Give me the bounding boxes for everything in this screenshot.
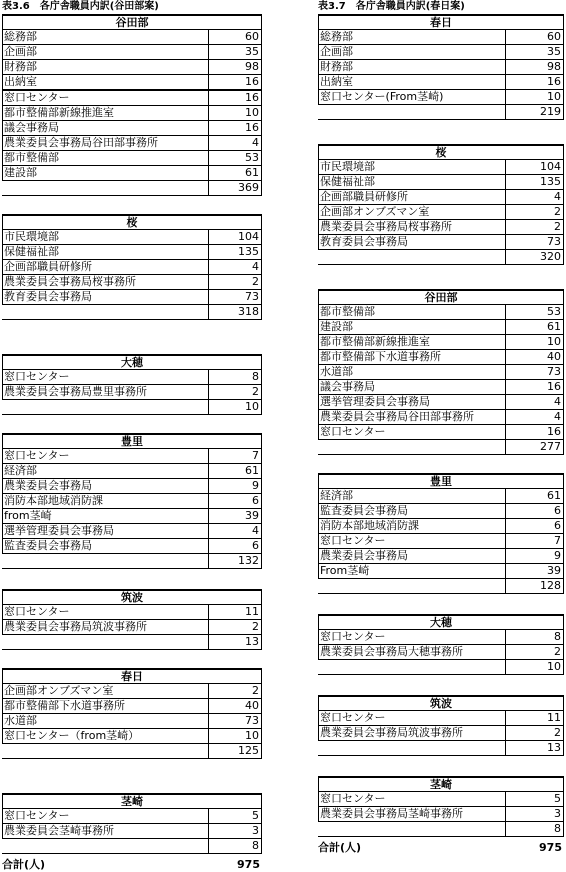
subtotal-value: 219 [505,105,564,119]
staff-count: 5 [505,792,564,806]
table-row [2,121,262,136]
staff-count: 4 [505,410,564,424]
section [2,14,262,196]
staff-count: 3 [505,807,564,821]
table-row [318,410,564,425]
department-name: 教育委員会事務局 [2,290,208,304]
department-name: 農業委員会事務局 [318,549,505,563]
department-name: 農業委員会事務局筑波事務所 [2,620,208,634]
table-row [318,630,564,645]
department-name: 企画部 [2,45,208,59]
staff-count: 2 [505,645,564,659]
staff-count: 2 [208,620,262,634]
subtotal-value: 277 [505,440,564,454]
staff-count: 104 [208,230,262,244]
table-row [318,395,564,410]
department-name: 財務部 [318,60,505,74]
table-row [318,205,564,220]
sections-container [318,14,564,837]
table-row [318,549,564,564]
department-name: 農業委員会事務局桜事務所 [2,275,208,289]
grand-total-row [318,841,564,855]
table-row [318,425,564,440]
department-name: 窓口センター [318,630,505,644]
grand-total-label: 合計(人) [2,858,46,871]
table-3-7 [318,0,564,855]
department-name: 窓口センター(From茎崎) [318,90,505,104]
staff-count: 7 [505,534,564,548]
staff-count: 39 [505,564,564,578]
table-row [318,175,564,190]
subtotal-spacer [2,744,208,758]
table-row [318,534,564,549]
section-title: 大穂 [318,614,564,630]
table-row [2,539,262,554]
table-row [318,75,564,90]
staff-count: 61 [208,166,262,180]
table-row [2,494,262,509]
table-row [318,220,564,235]
department-name: 農業委員会茎崎事務所 [2,824,208,838]
staff-count: 3 [208,824,262,838]
department-name: 経済部 [318,489,505,503]
table-row [318,645,564,660]
subtotal-row [2,400,262,415]
section [2,214,262,320]
subtotal-value: 318 [208,305,262,319]
subtotal-row [318,440,564,455]
table-row [318,519,564,534]
section [2,433,262,569]
subtotal-row [318,741,564,756]
department-name: 窓口センター [2,91,208,105]
subtotal-row [318,105,564,120]
table-row [2,136,262,151]
section-title: 大穂 [2,354,262,370]
department-name: 都市整備部 [318,305,505,319]
staff-count: 2 [208,684,262,698]
section [2,668,262,759]
staff-count: 104 [505,160,564,174]
staff-count: 53 [208,151,262,165]
table-row [318,160,564,175]
table-row [318,380,564,395]
table-row [318,30,564,45]
subtotal-spacer [2,839,208,853]
staff-count: 11 [505,711,564,725]
subtotal-row [2,839,262,854]
staff-count: 98 [208,60,262,74]
staff-count: 6 [208,539,262,553]
subtotal-value: 10 [505,660,564,674]
staff-count: 16 [505,75,564,89]
department-name: 企画部職員研修所 [2,260,208,274]
department-name: 監査委員会事務局 [2,539,208,553]
staff-count: 6 [505,504,564,518]
staff-count: 8 [505,630,564,644]
staff-count: 135 [505,175,564,189]
table-row [318,335,564,350]
table-row [2,684,262,699]
section [318,473,564,594]
subtotal-row [2,744,262,759]
table-row [318,711,564,726]
table-row [2,714,262,729]
table-row [2,479,262,494]
table-row [2,30,262,45]
subtotal-row [318,660,564,675]
table-row [318,60,564,75]
department-name: 選挙管理委員会事務局 [318,395,505,409]
department-name: 企画部職員研修所 [318,190,505,204]
staff-count: 60 [208,30,262,44]
section-title: 桜 [2,214,262,230]
staff-count: 40 [208,699,262,713]
subtotal-spacer [318,822,505,836]
staff-count: 73 [208,714,262,728]
section [2,354,262,415]
department-name: 農業委員会事務局 [2,479,208,493]
staff-count: 98 [505,60,564,74]
table-row [2,809,262,824]
staff-count: 4 [505,395,564,409]
table-row [2,729,262,744]
staff-count: 2 [505,205,564,219]
subtotal-value: 125 [208,744,262,758]
table-row [2,106,262,121]
subtotal-spacer [318,250,505,264]
staff-count: 2 [505,726,564,740]
table-3-6 [2,0,262,872]
staff-count: 10 [505,335,564,349]
department-name: 出納室 [318,75,505,89]
department-name: 水道部 [2,714,208,728]
grand-total-value: 975 [539,841,562,854]
staff-count: 16 [208,91,262,105]
department-name: 農業委員会事務局茎崎事務所 [318,807,505,821]
department-name: 窓口センター [318,711,505,725]
department-name: 総務部 [2,30,208,44]
table-row [318,807,564,822]
department-name: 消防本部地域消防課 [2,494,208,508]
subtotal-spacer [318,105,505,119]
section [318,14,564,120]
section [318,289,564,455]
staff-count: 10 [208,729,262,743]
staff-count: 61 [208,464,262,478]
table-row [2,824,262,839]
subtotal-spacer [2,181,208,195]
department-name: 窓口センター [318,534,505,548]
section-title: 豊里 [318,473,564,489]
staff-count: 10 [208,106,262,120]
subtotal-spacer [318,660,505,674]
section-title: 春日 [318,14,564,30]
table-row [2,449,262,464]
table-row [318,564,564,579]
table-row [318,792,564,807]
staff-count: 4 [208,136,262,150]
table-row [2,620,262,635]
staff-count: 73 [505,235,564,249]
department-name: 議会事務局 [318,380,505,394]
staff-count: 135 [208,245,262,259]
department-name: 窓口センター [2,449,208,463]
section-title: 谷田部 [318,289,564,305]
subtotal-row [318,579,564,594]
section-title: 桜 [318,144,564,160]
table-row [2,260,262,275]
subtotal-spacer [318,741,505,755]
department-name: 都市整備部下水道事務所 [318,350,505,364]
subtotal-value: 8 [505,822,564,836]
subtotal-spacer [2,554,208,568]
table-row [2,290,262,305]
section-title: 茎崎 [318,776,564,792]
table-row [318,726,564,741]
table-row [318,90,564,105]
table-row [2,245,262,260]
department-name: 農業委員会事務局豊里事務所 [2,385,208,399]
department-name: 建設部 [318,320,505,334]
grand-total-value: 975 [237,858,260,871]
staff-count: 16 [208,121,262,135]
subtotal-row [318,822,564,837]
staff-count: 2 [208,275,262,289]
table-row [2,370,262,385]
table-caption: 表3.6 各庁舎職員内訳(谷田部案) [2,1,159,12]
department-name: 市民環境部 [318,160,505,174]
table-row [2,230,262,245]
staff-count: 16 [208,75,262,89]
department-name: 保健福祉部 [318,175,505,189]
department-name: 都市整備部新線推進室 [2,106,208,120]
department-name: 消防本部地域消防課 [318,519,505,533]
subtotal-row [2,635,262,650]
subtotal-row [2,181,262,196]
staff-count: 16 [505,380,564,394]
subtotal-value: 132 [208,554,262,568]
table-row [318,350,564,365]
table-row [318,320,564,335]
section-title: 豊里 [2,433,262,449]
staff-count: 73 [208,290,262,304]
department-name: 財務部 [2,60,208,74]
staff-count: 5 [208,809,262,823]
department-name: 窓口センター [2,605,208,619]
staff-count: 6 [208,494,262,508]
subtotal-row [2,554,262,569]
staff-count: 39 [208,509,262,523]
grand-total-label: 合計(人) [318,841,362,854]
staff-count: 7 [208,449,262,463]
staff-count: 8 [208,370,262,384]
staff-count: 4 [505,190,564,204]
department-name: From茎崎 [318,564,505,578]
subtotal-value: 8 [208,839,262,853]
staff-count: 40 [505,350,564,364]
department-name: 水道部 [318,365,505,379]
subtotal-spacer [318,579,505,593]
staff-count: 2 [505,220,564,234]
department-name: 農業委員会事務局桜事務所 [318,220,505,234]
section-title: 筑波 [2,589,262,605]
subtotal-spacer [2,635,208,649]
subtotal-value: 369 [208,181,262,195]
department-name: 企画部オンブズマン室 [2,684,208,698]
subtotal-value: 320 [505,250,564,264]
table-row [318,45,564,60]
staff-count: 4 [208,524,262,538]
staff-count: 60 [505,30,564,44]
department-name: 企画部オンブズマン室 [318,205,505,219]
department-name: 出納室 [2,75,208,89]
subtotal-value: 10 [208,400,262,414]
table-row [2,464,262,479]
department-name: 窓口センター [318,792,505,806]
subtotal-spacer [2,400,208,414]
section [318,144,564,265]
table-row [2,385,262,400]
sections-container [2,14,262,854]
staff-count: 35 [505,45,564,59]
department-name: 市民環境部 [2,230,208,244]
staff-count: 61 [505,320,564,334]
staff-count: 11 [208,605,262,619]
table-row [2,509,262,524]
department-name: 議会事務局 [2,121,208,135]
staff-count: 73 [505,365,564,379]
staff-count: 2 [208,385,262,399]
table-caption: 表3.7 各庁舎職員内訳(春日案) [318,1,465,12]
table-row [2,45,262,60]
subtotal-spacer [2,305,208,319]
section-title: 春日 [2,668,262,684]
department-name: 経済部 [2,464,208,478]
section-title: 谷田部 [2,14,262,30]
staff-count: 16 [505,425,564,439]
staff-count: 6 [505,519,564,533]
subtotal-row [318,250,564,265]
department-name: 農業委員会事務局谷田部事務所 [318,410,505,424]
section-title: 茎崎 [2,793,262,809]
department-name: 窓口センター [2,809,208,823]
department-name: 選挙管理委員会事務局 [2,524,208,538]
table-row [318,235,564,250]
table-row [318,504,564,519]
staff-count: 35 [208,45,262,59]
table-row [2,91,262,106]
table-row [2,151,262,166]
table-row [318,190,564,205]
staff-count: 53 [505,305,564,319]
table-row [318,489,564,504]
department-name: 農業委員会事務局筑波事務所 [318,726,505,740]
department-name: 教育委員会事務局 [318,235,505,249]
section-title: 筑波 [318,695,564,711]
section [2,793,262,854]
subtotal-value: 13 [505,741,564,755]
staff-count: 4 [208,260,262,274]
table-row [2,60,262,75]
department-name: 監査委員会事務局 [318,504,505,518]
department-name: 都市整備部下水道事務所 [2,699,208,713]
staff-count: 9 [208,479,262,493]
section [318,776,564,837]
department-name: 窓口センター（from茎崎） [2,729,208,743]
department-name: 農業委員会事務局大穂事務所 [318,645,505,659]
subtotal-value: 13 [208,635,262,649]
table-row [2,605,262,620]
table-row [2,75,262,91]
subtotal-row [2,305,262,320]
subtotal-spacer [318,440,505,454]
department-name: 企画部 [318,45,505,59]
department-name: 総務部 [318,30,505,44]
table-row [2,275,262,290]
section [2,589,262,650]
section [318,695,564,756]
staff-count: 61 [505,489,564,503]
table-row [318,305,564,320]
department-name: from茎崎 [2,509,208,523]
section [318,614,564,675]
department-name: 都市整備部新線推進室 [318,335,505,349]
table-row [2,699,262,714]
department-name: 建設部 [2,166,208,180]
department-name: 窓口センター [318,425,505,439]
table-row [318,365,564,380]
department-name: 窓口センター [2,370,208,384]
department-name: 農業委員会事務局谷田部事務所 [2,136,208,150]
grand-total-row [2,858,262,872]
staff-count: 10 [505,90,564,104]
department-name: 都市整備部 [2,151,208,165]
staff-count: 9 [505,549,564,563]
table-row [2,524,262,539]
department-name: 保健福祉部 [2,245,208,259]
table-row [2,166,262,181]
subtotal-value: 128 [505,579,564,593]
